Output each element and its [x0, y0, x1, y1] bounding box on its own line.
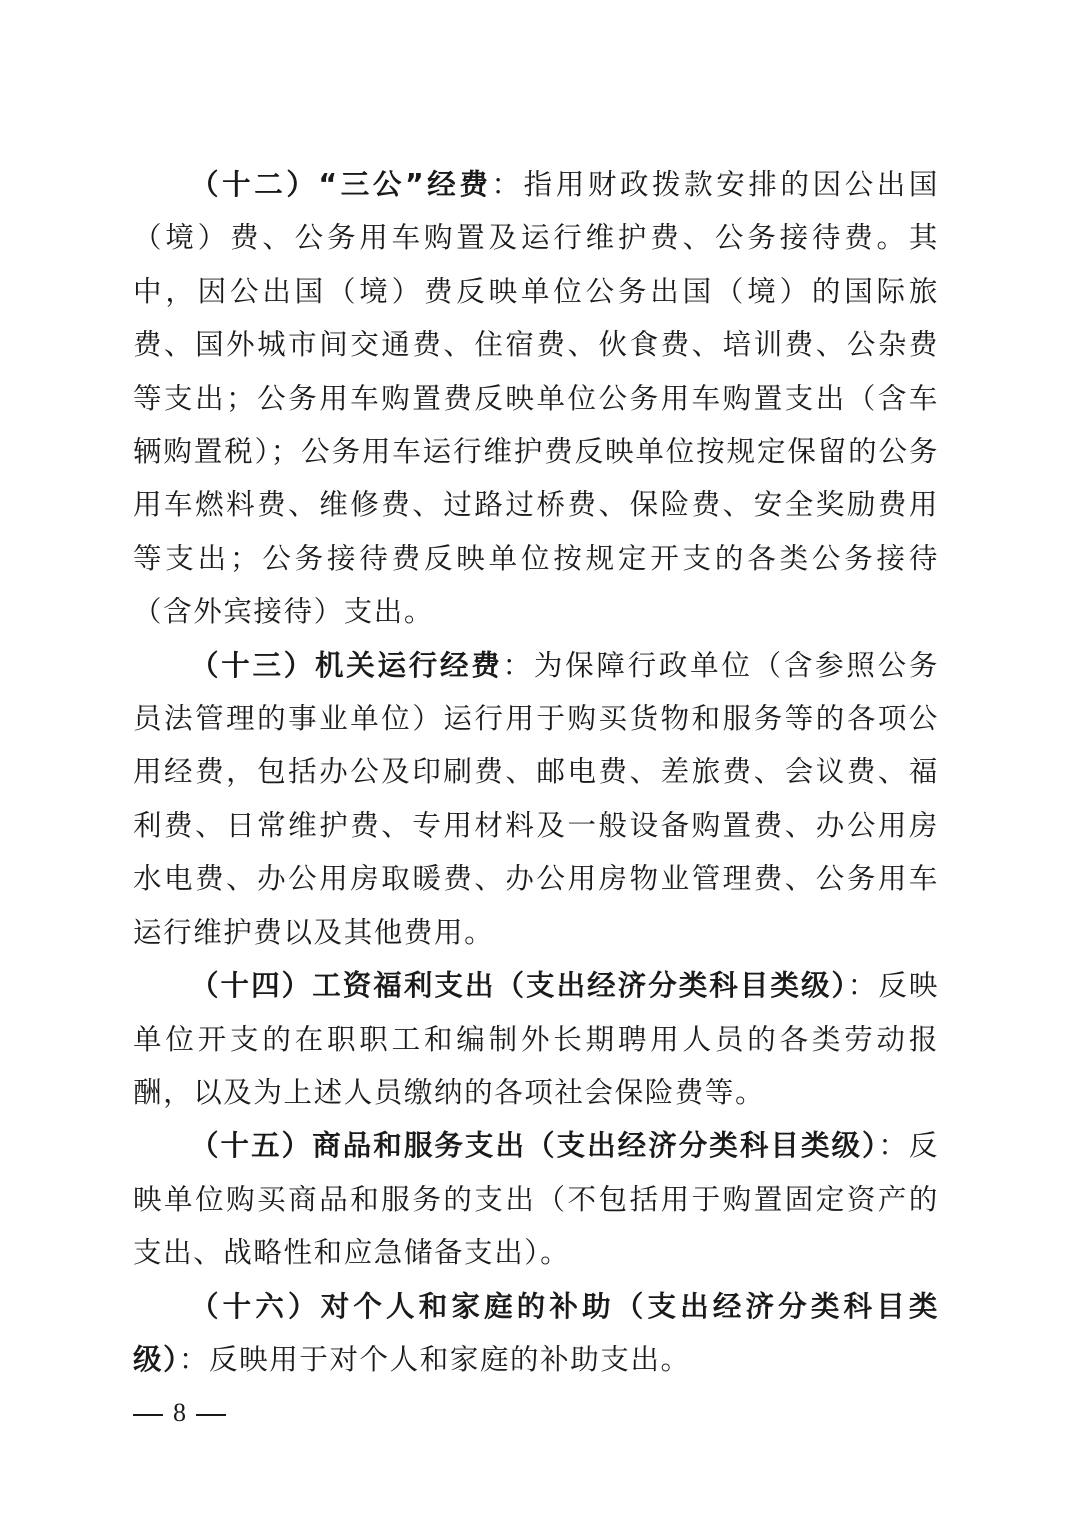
paragraph-body: ：反映单位开支的在职职工和编制外长期聘用人员的各类劳动报酬，以及为上述人员缴纳的各项社会保险费等。	[133, 969, 939, 1109]
paragraph-heading: （十六）对个人和家庭的补助（支出经济分类科目类级）	[133, 1289, 939, 1376]
paragraph-household-subsidies	[133, 1280, 939, 1387]
paragraph-body: ：指用财政拨款安排的因公出国（境）费、公务用车购置及运行维护费、公务接待费。其中，因公出国（境）费反映单位公务出国（境）的国际旅费、国外城市间交通费、住宿费、伙食费、培训费、公杂费等支出；公务用车购置费反映单位公务用车购置支出（含车辆购置税）；公务用车运行维护费反映单位按规定保留的公务用车燃料费、维修费、过路过桥费、保险费、安全奖励费用等支出；公务接待费反映单位按规定开支的各类公务接待（含外宾接待）支出。	[133, 168, 940, 629]
page-number: 8	[173, 1398, 186, 1427]
paragraph-body: ：为保障行政单位（含参照公务员法管理的事业单位）运行用于购买货物和服务等的各项公用经费，包括办公及印刷费、邮电费、差旅费、会议费、福利费、日常维护费、专用材料及一般设备购置费、办公用房水电费、办公用房取暖费、办公用房物业管理费、公务用车运行维护费以及其他费用。	[133, 648, 939, 949]
paragraph-goods-services	[133, 1119, 939, 1279]
paragraph-heading: （十二）“三公”经费	[190, 168, 492, 201]
paragraph-body: ：反映单位购买商品和服务的支出（不包括用于购置固定资产的支出、战略性和应急储备支出）。	[133, 1129, 939, 1270]
page-footer	[133, 1398, 226, 1428]
paragraph-wages-welfare	[133, 959, 939, 1119]
paragraph-heading: （十三）机关运行经费	[190, 648, 503, 682]
footer-dash-right	[196, 1414, 226, 1416]
paragraph-heading: （十五）商品和服务支出（支出经济分类科目类级）	[190, 1129, 879, 1163]
paragraph-body: ：反映用于对个人和家庭的补助支出。	[178, 1342, 691, 1376]
paragraph-sangong-expenses	[133, 158, 939, 639]
paragraph-heading: （十四）工资福利支出（支出经济分类科目类级）	[190, 969, 848, 1003]
footer-dash-left	[133, 1414, 163, 1416]
paragraph-agency-operating-expenses	[133, 639, 939, 959]
document-page	[133, 158, 939, 1386]
